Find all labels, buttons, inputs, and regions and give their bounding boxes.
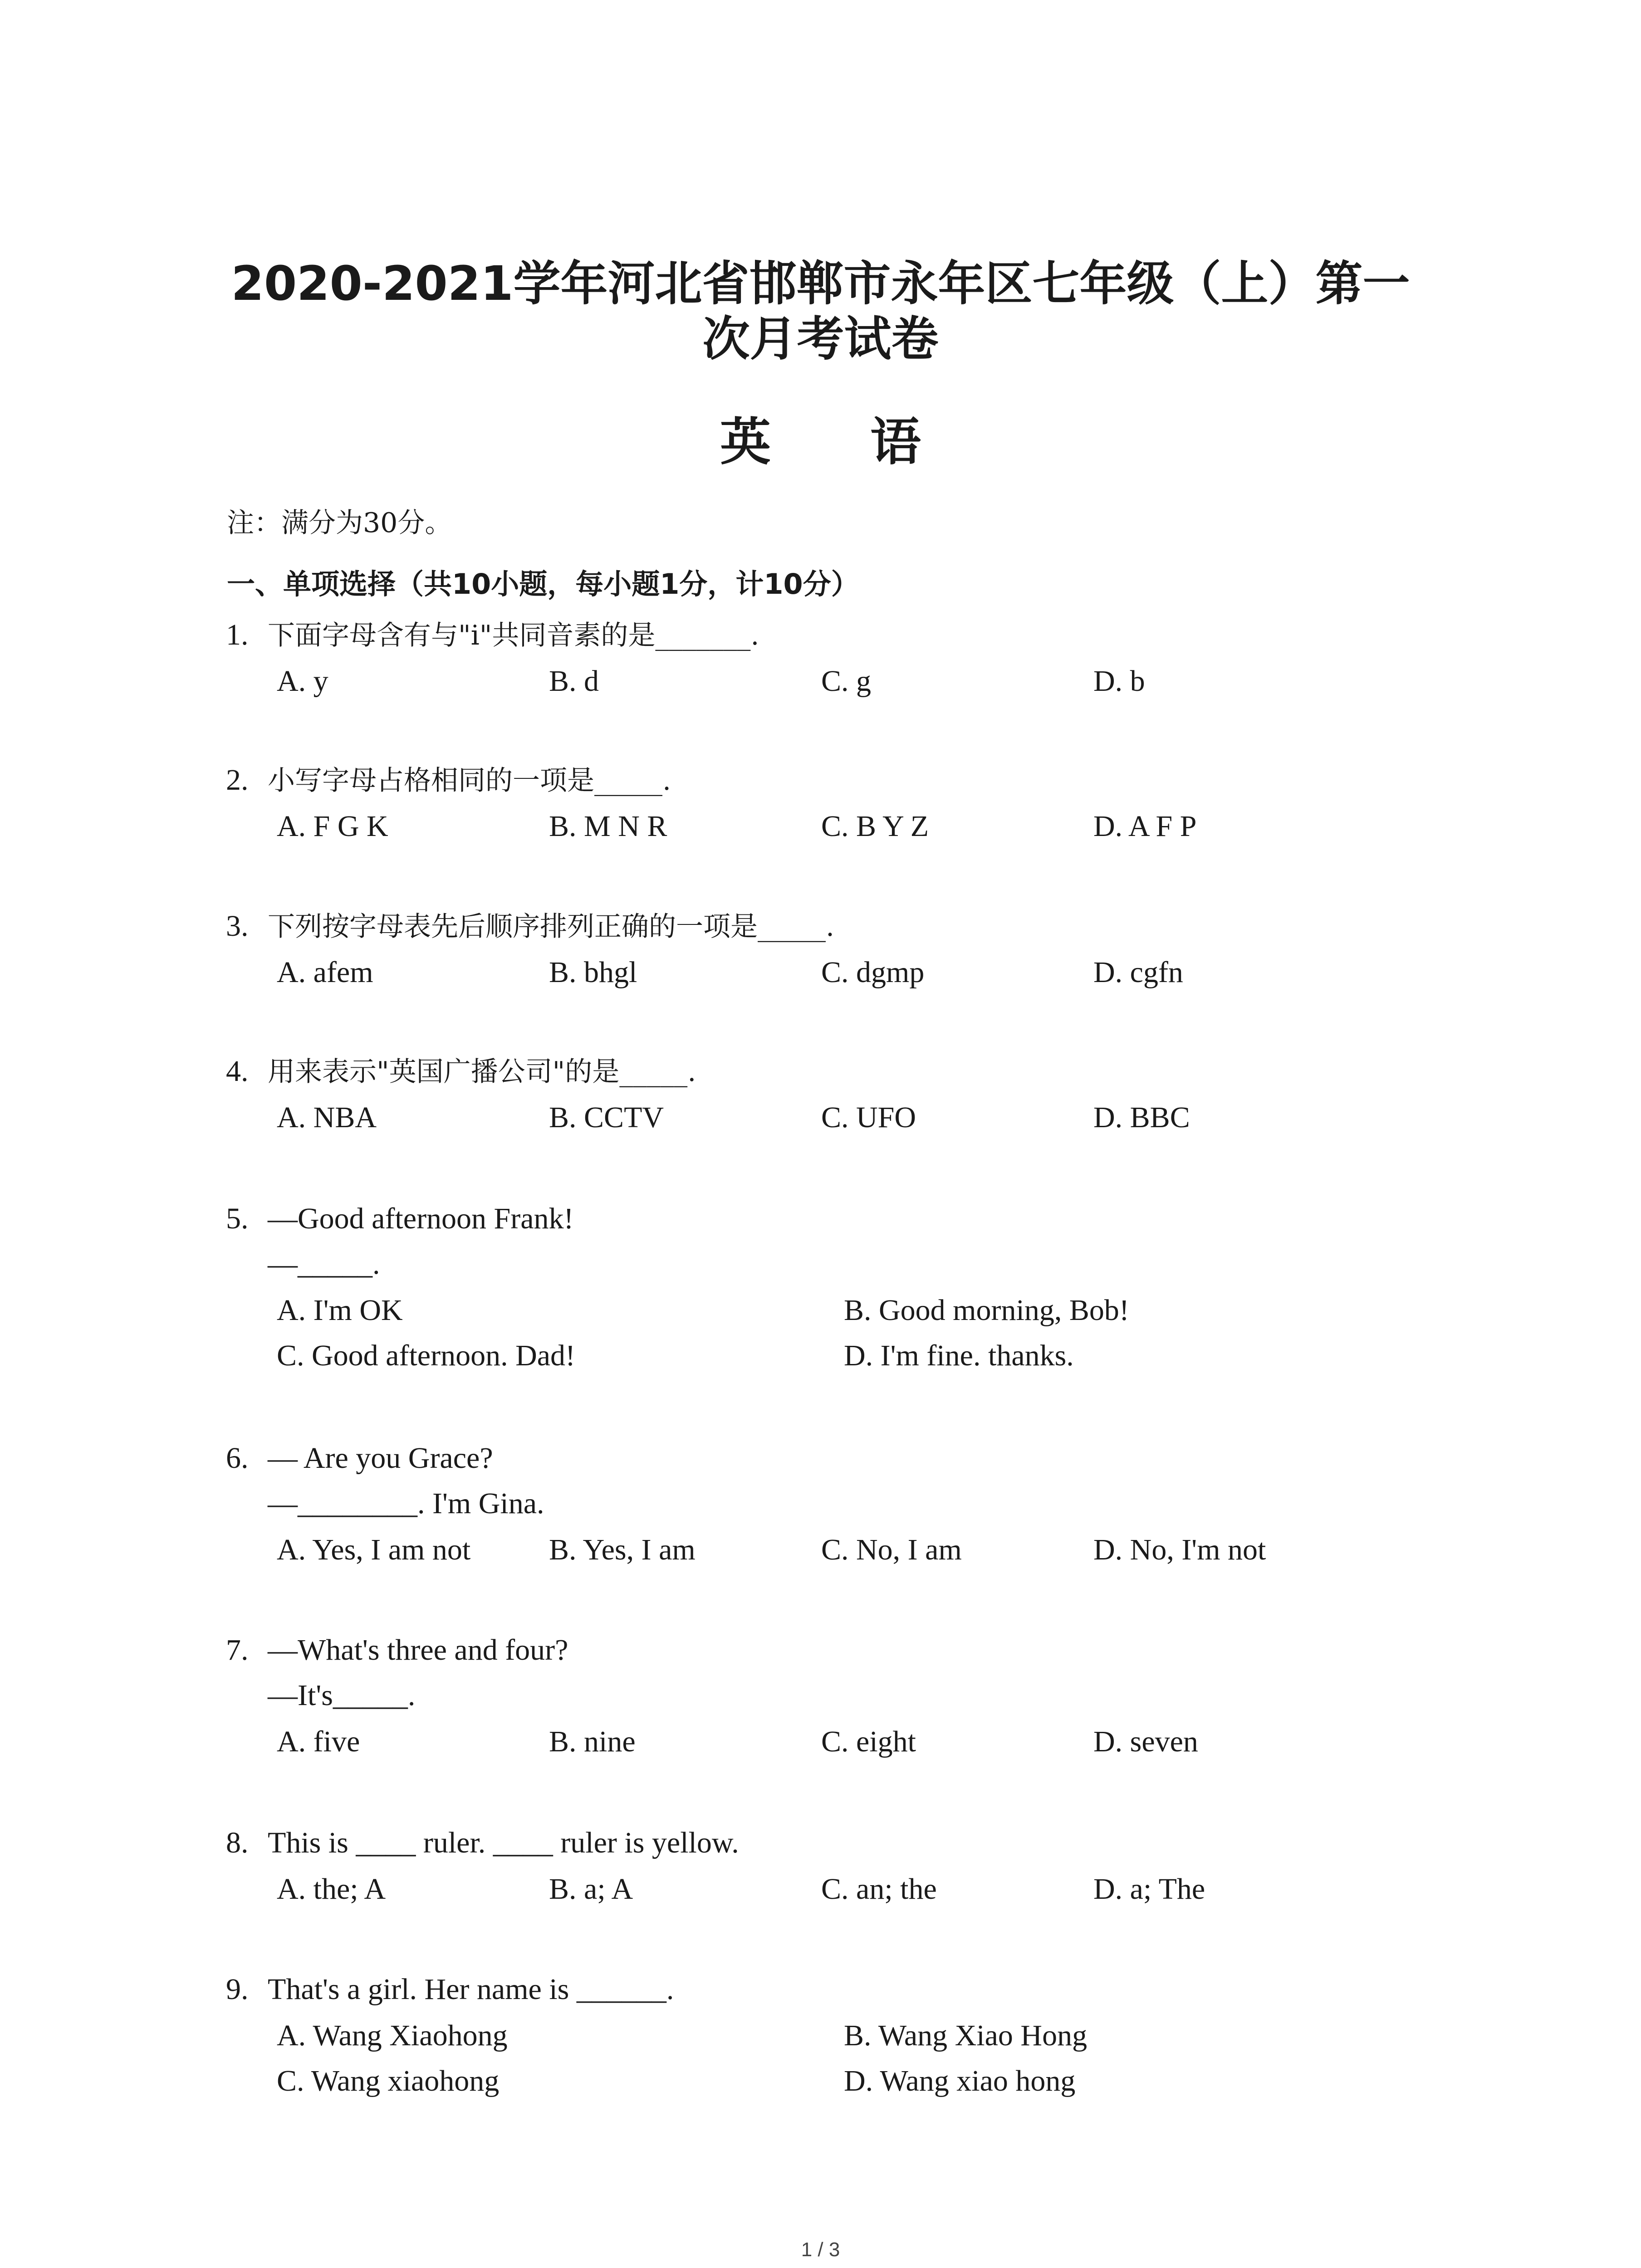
option-a[interactable]: A. y: [277, 665, 328, 698]
subject-heading: 英 语: [720, 413, 962, 472]
option-d[interactable]: D. No, I'm not: [1093, 1533, 1266, 1566]
question-stem: [226, 762, 671, 799]
option-b[interactable]: B. bhgl: [549, 956, 637, 989]
option-a[interactable]: A. I'm OK: [277, 1294, 403, 1327]
option-b[interactable]: B. nine: [549, 1725, 636, 1758]
option-d[interactable]: D. I'm fine. thanks.: [844, 1339, 1074, 1372]
question-stem: [226, 1632, 568, 1668]
option-a[interactable]: A. F G K: [277, 810, 388, 843]
exam-title: [0, 254, 1641, 372]
question-number: 2.: [226, 763, 249, 797]
option-d[interactable]: D. A F P: [1093, 810, 1197, 843]
question-reply-line: —It's_____.: [268, 1679, 416, 1712]
question-text: 下面字母含有与"i"共同音素的是_______.: [268, 620, 759, 651]
section-heading: 一、单项选择（共10小题，每小题1分，计10分）: [227, 567, 859, 601]
question-stem: [226, 1201, 574, 1237]
option-b[interactable]: B. Yes, I am: [549, 1533, 696, 1566]
option-c[interactable]: C. eight: [821, 1725, 916, 1758]
question-number: 3.: [226, 909, 249, 943]
question-text: 用来表示"英国广播公司"的是_____.: [268, 1056, 696, 1088]
option-d[interactable]: D. Wang xiao hong: [844, 2064, 1076, 2097]
option-a[interactable]: A. the; A: [277, 1872, 386, 1906]
option-b[interactable]: B. Good morning, Bob!: [844, 1294, 1129, 1327]
option-a[interactable]: A. afem: [277, 956, 373, 989]
exam-title-line2: 次月考试卷: [702, 311, 939, 367]
option-d[interactable]: D. seven: [1093, 1725, 1198, 1758]
option-d[interactable]: D. a; The: [1093, 1872, 1205, 1906]
option-a[interactable]: A. Yes, I am not: [277, 1533, 471, 1566]
score-note: 注：满分为30分。: [227, 507, 452, 539]
question-stem: [226, 1440, 493, 1476]
option-b[interactable]: B. d: [549, 665, 599, 698]
question-number: 1.: [226, 618, 249, 651]
question-text: 小写字母占格相同的一项是_____.: [268, 765, 671, 797]
option-c[interactable]: C. an; the: [821, 1872, 937, 1906]
question-stem: [226, 908, 834, 945]
page-number: 1 / 3: [801, 2239, 840, 2261]
question-number: 9.: [226, 1973, 249, 2006]
option-a[interactable]: A. five: [277, 1725, 360, 1758]
question-text: 下列按字母表先后顺序排列正确的一项是_____.: [268, 911, 835, 943]
question-text: — Are you Grace?: [268, 1442, 493, 1475]
question-number: 6.: [226, 1442, 249, 1475]
option-d[interactable]: D. b: [1093, 665, 1145, 698]
question-stem: [226, 1053, 696, 1090]
question-number: 5.: [226, 1202, 249, 1235]
option-a[interactable]: A. Wang Xiaohong: [277, 2019, 508, 2052]
option-c[interactable]: C. No, I am: [821, 1533, 962, 1566]
option-c[interactable]: C. B Y Z: [821, 810, 929, 843]
question-text: That's a girl. Her name is ______.: [268, 1973, 674, 2006]
option-d[interactable]: D. cgfn: [1093, 956, 1183, 989]
option-b[interactable]: B. CCTV: [549, 1101, 664, 1134]
question-text: This is ____ ruler. ____ ruler is yellow.: [268, 1826, 739, 1859]
question-text: —Good afternoon Frank!: [268, 1202, 574, 1235]
question-stem: [226, 1825, 739, 1861]
question-reply-line: —_____.: [268, 1247, 380, 1281]
option-a[interactable]: A. NBA: [277, 1101, 377, 1134]
question-number: 4.: [226, 1055, 249, 1088]
option-d[interactable]: D. BBC: [1093, 1101, 1190, 1134]
option-b[interactable]: B. a; A: [549, 1872, 633, 1906]
option-c[interactable]: C. Good afternoon. Dad!: [277, 1339, 576, 1372]
question-reply-line: —________. I'm Gina.: [268, 1487, 544, 1520]
option-c[interactable]: C. UFO: [821, 1101, 916, 1134]
question-stem: [226, 617, 759, 654]
question-stem: [226, 1971, 674, 2008]
question-text: —What's three and four?: [268, 1633, 568, 1667]
question-number: 7.: [226, 1633, 249, 1667]
option-b[interactable]: B. Wang Xiao Hong: [844, 2019, 1087, 2052]
exam-title-line1: 2020-2021学年河北省邯郸市永年区七年级（上）第一: [231, 256, 1410, 311]
option-c[interactable]: C. dgmp: [821, 956, 925, 989]
option-c[interactable]: C. Wang xiaohong: [277, 2064, 500, 2097]
option-c[interactable]: C. g: [821, 665, 872, 698]
option-b[interactable]: B. M N R: [549, 810, 667, 843]
question-number: 8.: [226, 1826, 249, 1859]
